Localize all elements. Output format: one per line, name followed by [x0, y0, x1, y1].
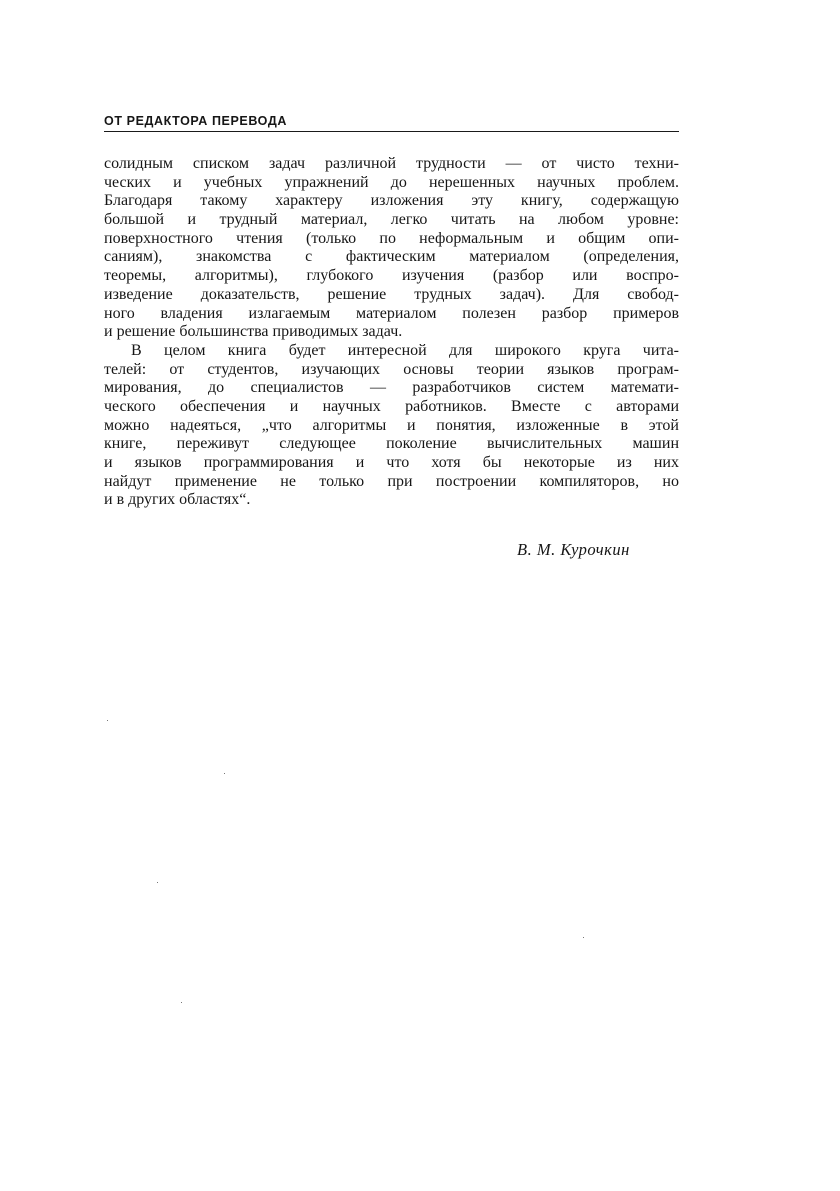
text-line: солидным списком задач различной трудности — от чисто техни- — [104, 155, 679, 172]
text-line: найдут применение не только при построении компиляторов, но — [104, 472, 679, 490]
running-head — [104, 114, 679, 132]
text-line: и в других областях“. — [104, 491, 251, 509]
text-line: теоремы, алгоритмы), глубокого изучения (разбор или воспро- — [104, 267, 679, 285]
running-head-text: ОТ РЕДАКТОРА ПЕРЕВОДА — [104, 114, 287, 128]
scan-speck — [583, 937, 584, 938]
text-line: телей: от студентов, изучающих основы теории языков програм- — [104, 360, 679, 378]
scan-speck — [107, 720, 108, 721]
text-line: можно надеяться, „что алгоритмы и понятия, изложенные в этой — [104, 416, 679, 434]
text-line: мирования, до специалистов — разработчиков систем математи- — [104, 379, 679, 397]
text-line: Благодаря такому характеру изложения эту книгу, содержащую — [104, 192, 679, 210]
text-line: большой и трудный материал, легко читать на любом уровне: — [104, 211, 679, 229]
text-line: В целом книга будет интересной для широкого круга чита- — [131, 341, 679, 359]
text-line: и языков программирования и что хотя бы некоторые из них — [104, 454, 679, 471]
text-line: поверхностного чтения (только по неформальным и общим опи- — [104, 229, 679, 247]
body-text — [104, 155, 679, 510]
paragraph-1 — [104, 155, 679, 342]
text-line: ного владения излагаемым материалом полезен разбор примеров — [104, 304, 679, 322]
text-line: саниям), знакомства с фактическим материалом (определения, — [104, 248, 679, 266]
text-line: ческих и учебных упражнений до нерешенных научных проблем. — [104, 173, 679, 191]
text-line: книге, переживут следующее поколение вычислительных машин — [104, 435, 679, 453]
scan-speck — [157, 882, 158, 883]
paragraph-2 — [104, 342, 679, 510]
signature: В. М. Курочкин — [517, 540, 630, 559]
text-line: ческого обеспечения и научных работников. Вместе с авторами — [104, 397, 679, 415]
text-line: изведение доказательств, решение трудных задач). Для свобод- — [104, 285, 679, 303]
scan-speck — [181, 1002, 182, 1003]
scan-speck — [224, 773, 225, 774]
text-line: и решение большинства приводимых задач. — [104, 323, 403, 341]
